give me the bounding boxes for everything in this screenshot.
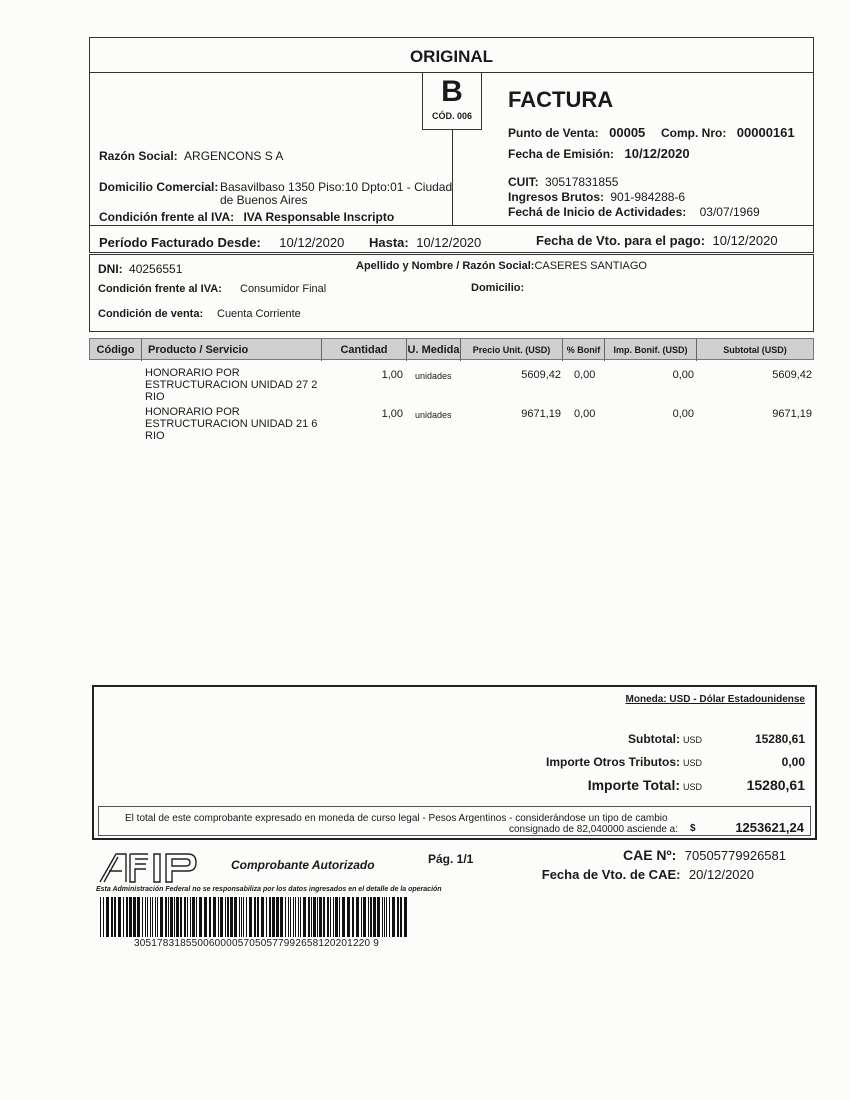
issuer-domicilio-line2: de Buenos Aires: [220, 193, 308, 207]
totals-box: [92, 685, 817, 840]
otros-tributos-label: Importe Otros Tributos:: [545, 755, 680, 769]
client-iva: Consumidor Final: [240, 283, 327, 295]
comprobante-autorizado: Comprobante Autorizado: [231, 858, 375, 872]
total-value: 15280,61: [746, 777, 805, 793]
col-precio: Precio Unit. (USD): [461, 339, 563, 361]
invoice-header: [89, 37, 814, 226]
row-subtotal: 5609,42: [772, 369, 812, 381]
issuer-iva: Condición frente al IVA: IVA Responsable Inscripto: [99, 210, 395, 224]
comp-nro: Comp. Nro: 00000161: [661, 125, 795, 140]
doc-title: FACTURA: [508, 87, 614, 112]
total-currency: USD: [683, 782, 703, 792]
legal-line-1: El total de este comprobante expresado en moneda de curso legal - Pesos Argentinos - considerándose un tipo de cambio: [125, 813, 668, 824]
row-desc-3: RIO: [145, 391, 165, 403]
row-unidad: unidades: [415, 410, 452, 420]
invoice-letter: B: [441, 75, 463, 108]
client-box: [89, 254, 814, 332]
issuer-domicilio-line1: Basavilbaso 1350 Piso:10 Dpto:01 - Ciudad: [220, 180, 453, 194]
client-dni: DNI: 40256551: [98, 262, 183, 276]
invoice-letter-box: [422, 72, 482, 130]
col-cantidad: Cantidad: [322, 339, 407, 361]
otros-tributos-value: 0,00: [781, 755, 805, 769]
subtotal-label: Subtotal:: [628, 732, 680, 746]
items-table-header: [89, 338, 814, 360]
table-row: [89, 406, 814, 442]
legal-currency: $: [690, 823, 696, 834]
subtotal-value: 15280,61: [754, 732, 805, 746]
client-venta-label: Condición de venta:: [98, 308, 204, 320]
period-desde: Período Facturado Desde: 10/12/2020: [99, 235, 345, 250]
row-desc-2: ESTRUCTURACION UNIDAD 27 2: [145, 379, 318, 391]
barcode-number: 30517831855006000057050577992658120201220 9: [134, 938, 379, 949]
punto-venta: Punto de Venta: 00005: [508, 125, 646, 140]
row-cantidad: 1,00: [381, 369, 403, 381]
legal-line-2: consignado de 82,040000 asciende a:: [508, 824, 678, 835]
row-desc-2: ESTRUCTURACION UNIDAD 21 6: [145, 418, 318, 430]
afip-logo-icon: [96, 851, 216, 885]
ingresos-brutos: Ingresos Brutos: 901-984288-6: [508, 190, 686, 204]
row-cantidad: 1,00: [381, 408, 403, 420]
row-unidad: unidades: [415, 371, 452, 381]
col-imp-bonif: Imp. Bonif. (USD): [605, 339, 697, 361]
client-venta: Cuenta Corriente: [217, 308, 301, 320]
client-nombre: Apellido y Nombre / Razón Social:CASERES SANTIAGO: [356, 260, 647, 272]
subtotal-currency: USD: [683, 735, 703, 745]
cae-number: CAE Nº: 70505779926581: [622, 847, 786, 863]
row-imp-bonif: 0,00: [672, 408, 694, 420]
legal-currency-box: [98, 806, 811, 836]
barcode: [100, 897, 408, 937]
row-desc-3: RIO: [145, 430, 165, 442]
total-label: Importe Total:: [587, 777, 680, 793]
issuer-domicilio-label: Domicilio Comercial:: [99, 180, 219, 194]
cae-vto: Fecha de Vto. de CAE: 20/12/2020: [541, 867, 754, 882]
row-imp-bonif: 0,00: [672, 369, 694, 381]
col-codigo: Código: [90, 339, 142, 361]
invoice-letter-code: CÓD. 006: [431, 111, 473, 121]
legal-total: 1253621,24: [735, 820, 804, 835]
afip-disclaimer: Esta Administración Federal no se responsabiliza por los datos ingresados en el detalle de la operación: [96, 886, 442, 893]
col-unidad: U. Medida: [407, 339, 461, 361]
row-subtotal: 9671,19: [772, 408, 812, 420]
row-desc-1: HONORARIO POR: [145, 406, 240, 418]
col-subtotal: Subtotal (USD): [723, 345, 787, 355]
col-bonif: % Bonif: [563, 339, 605, 361]
page-number: Pág. 1/1: [428, 852, 474, 866]
issuer-razon-social: Razón Social: ARGENCONS S A: [99, 149, 284, 163]
client-domicilio-label: Domicilio:: [471, 282, 525, 294]
col-producto: Producto / Servicio: [142, 339, 322, 361]
header-center-divider: [452, 130, 453, 226]
fecha-emision: Fecha de Emisión: 10/12/2020: [508, 146, 690, 161]
period-hasta: Hasta: 10/12/2020: [369, 235, 482, 250]
currency-label: Moneda: USD - Dólar Estadounidense: [625, 694, 805, 705]
row-bonif: 0,00: [574, 369, 596, 381]
copy-label: ORIGINAL: [409, 47, 494, 66]
issuer-cuit: CUIT: 30517831855: [508, 175, 619, 189]
period-vto: Fecha de Vto. para el pago: 10/12/2020: [536, 233, 778, 248]
barcode-icon: [100, 897, 408, 937]
period-row: [89, 225, 814, 253]
row-precio: 9671,19: [521, 408, 561, 420]
row-precio: 5609,42: [521, 369, 561, 381]
row-desc-1: HONORARIO POR: [145, 367, 240, 379]
client-iva-label: Condición frente al IVA:: [98, 283, 222, 295]
otros-tributos-currency: USD: [683, 758, 703, 768]
inicio-actividades: Fechá de Inicio de Actividades: 03/07/1969: [508, 205, 760, 219]
row-bonif: 0,00: [574, 408, 596, 420]
afip-logo: [96, 851, 216, 885]
table-row: [89, 367, 814, 403]
